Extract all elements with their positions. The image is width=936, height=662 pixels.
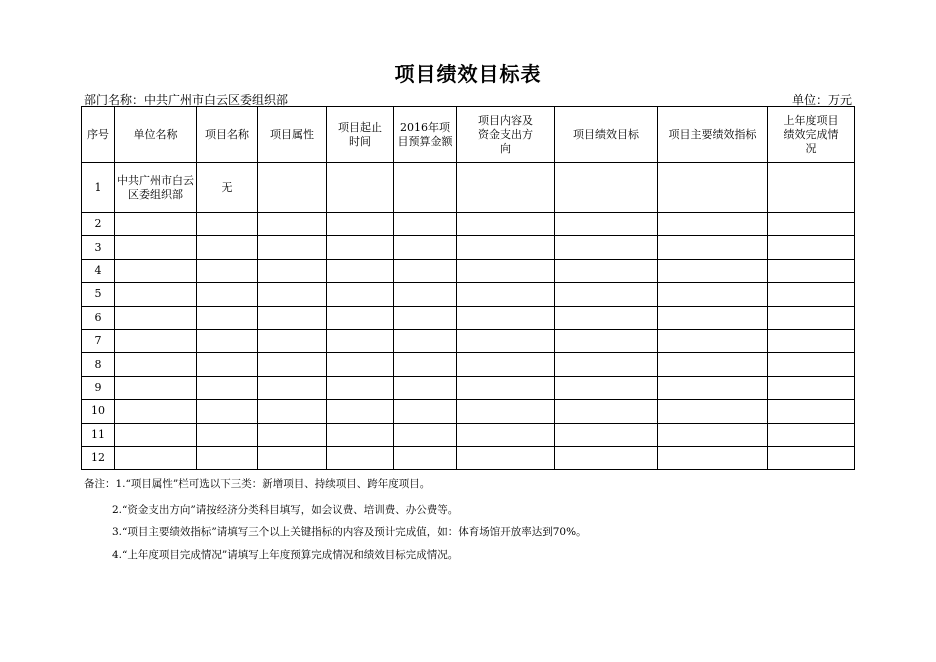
empty-cell	[457, 400, 555, 423]
table-header-row	[82, 107, 855, 163]
department-label: 部门名称：中共广州市白云区委组织部	[84, 93, 289, 107]
table-row	[82, 306, 855, 329]
table-row	[82, 423, 855, 446]
empty-cell	[258, 423, 327, 446]
empty-cell	[658, 400, 768, 423]
empty-cell	[258, 446, 327, 469]
empty-cell	[258, 213, 327, 236]
empty-cell	[658, 306, 768, 329]
row-index-cell: 8	[82, 353, 115, 376]
row-index-cell: 1	[82, 163, 115, 213]
empty-cell	[555, 446, 658, 469]
row-index-cell: 12	[82, 446, 115, 469]
empty-rows-body	[82, 213, 855, 470]
header-key-indicators: 项目主要绩效指标	[658, 107, 768, 163]
note-4: 4.“上年度项目完成情况”请填写上年度预算完成情况和绩效目标完成情况。	[112, 549, 459, 561]
empty-cell	[258, 259, 327, 282]
table-row	[82, 353, 855, 376]
empty-cell	[555, 423, 658, 446]
header-budget-amount: 2016年项目预算金额	[394, 107, 457, 163]
header-project-period: 项目起止时间	[327, 107, 394, 163]
row-index-cell: 4	[82, 259, 115, 282]
empty-cell	[768, 213, 855, 236]
empty-cell	[115, 259, 197, 282]
project-name-cell: 无	[197, 163, 258, 213]
row-index-cell: 3	[82, 236, 115, 259]
empty-cell	[394, 213, 457, 236]
empty-cell	[197, 236, 258, 259]
empty-cell	[258, 283, 327, 306]
header-project-attribute: 项目属性	[258, 107, 327, 163]
empty-cell	[658, 283, 768, 306]
note-1: 备注：1.“项目属性”栏可选以下三类：新增项目、持续项目、跨年度项目。	[84, 478, 431, 490]
empty-cell	[115, 376, 197, 399]
empty-cell	[555, 353, 658, 376]
empty-cell	[768, 423, 855, 446]
table-row	[82, 163, 855, 213]
empty-cell	[658, 236, 768, 259]
empty-cell	[457, 446, 555, 469]
empty-cell	[258, 376, 327, 399]
empty-cell	[197, 306, 258, 329]
empty-cell	[768, 306, 855, 329]
empty-cell	[258, 400, 327, 423]
performance-target-table	[81, 106, 855, 470]
empty-cell	[658, 353, 768, 376]
header-unit-name: 单位名称	[115, 107, 197, 163]
table-row	[82, 446, 855, 469]
row-index-cell: 5	[82, 283, 115, 306]
empty-cell	[197, 353, 258, 376]
unit-label: 单位：万元	[791, 93, 852, 107]
table-row	[82, 376, 855, 399]
empty-cell	[555, 236, 658, 259]
empty-cell	[115, 306, 197, 329]
empty-cell	[394, 283, 457, 306]
table-row	[82, 259, 855, 282]
empty-cell	[394, 353, 457, 376]
empty-cell	[197, 376, 258, 399]
empty-cell	[768, 259, 855, 282]
empty-cell	[258, 163, 327, 213]
empty-cell	[394, 236, 457, 259]
empty-cell	[394, 329, 457, 352]
empty-cell	[258, 353, 327, 376]
empty-cell	[394, 400, 457, 423]
empty-cell	[394, 259, 457, 282]
empty-cell	[197, 423, 258, 446]
empty-cell	[394, 306, 457, 329]
empty-cell	[457, 353, 555, 376]
empty-cell	[115, 236, 197, 259]
header-index: 序号	[82, 107, 115, 163]
empty-cell	[768, 283, 855, 306]
table-row	[82, 236, 855, 259]
empty-cell	[115, 446, 197, 469]
empty-cell	[457, 283, 555, 306]
empty-cell	[457, 163, 555, 213]
empty-cell	[258, 329, 327, 352]
empty-cell	[394, 163, 457, 213]
table-row	[82, 283, 855, 306]
empty-cell	[658, 213, 768, 236]
header-last-year-completion: 上年度项目绩效完成情况	[768, 107, 855, 163]
empty-cell	[555, 400, 658, 423]
empty-cell	[327, 423, 394, 446]
empty-cell	[327, 329, 394, 352]
empty-cell	[115, 213, 197, 236]
empty-cell	[115, 329, 197, 352]
table-row	[82, 400, 855, 423]
empty-cell	[555, 163, 658, 213]
empty-cell	[768, 376, 855, 399]
note-3: 3.“项目主要绩效指标”请填写三个以上关键指标的内容及预计完成值，如：体育场馆开放率达到70%。	[112, 526, 587, 538]
empty-cell	[327, 306, 394, 329]
empty-cell	[327, 376, 394, 399]
empty-cell	[394, 423, 457, 446]
empty-cell	[457, 213, 555, 236]
empty-cell	[327, 446, 394, 469]
empty-cell	[197, 259, 258, 282]
empty-cell	[658, 259, 768, 282]
empty-cell	[457, 259, 555, 282]
empty-cell	[115, 423, 197, 446]
empty-cell	[258, 236, 327, 259]
row-index-cell: 2	[82, 213, 115, 236]
empty-cell	[768, 353, 855, 376]
row-index-cell: 7	[82, 329, 115, 352]
empty-cell	[768, 236, 855, 259]
empty-cell	[327, 236, 394, 259]
empty-cell	[394, 376, 457, 399]
empty-cell	[555, 213, 658, 236]
empty-cell	[115, 283, 197, 306]
header-project-name: 项目名称	[197, 107, 258, 163]
empty-cell	[768, 163, 855, 213]
empty-cell	[457, 376, 555, 399]
row-index-cell: 9	[82, 376, 115, 399]
empty-cell	[327, 213, 394, 236]
empty-cell	[658, 163, 768, 213]
empty-cell	[768, 446, 855, 469]
empty-cell	[658, 376, 768, 399]
empty-cell	[197, 400, 258, 423]
row-index-cell: 6	[82, 306, 115, 329]
empty-cell	[555, 259, 658, 282]
page-title: 项目绩效目标表	[394, 62, 542, 86]
empty-cell	[555, 283, 658, 306]
empty-cell	[555, 329, 658, 352]
empty-cell	[197, 213, 258, 236]
empty-cell	[457, 329, 555, 352]
empty-cell	[457, 236, 555, 259]
empty-cell	[327, 163, 394, 213]
row-index-cell: 11	[82, 423, 115, 446]
header-content-direction: 项目内容及资金支出方向	[457, 107, 555, 163]
empty-cell	[327, 259, 394, 282]
empty-cell	[555, 376, 658, 399]
row-index-cell: 10	[82, 400, 115, 423]
empty-cell	[115, 353, 197, 376]
empty-cell	[457, 306, 555, 329]
header-performance-target: 项目绩效目标	[555, 107, 658, 163]
empty-cell	[394, 446, 457, 469]
empty-cell	[658, 329, 768, 352]
empty-cell	[327, 400, 394, 423]
empty-cell	[457, 423, 555, 446]
empty-cell	[768, 400, 855, 423]
empty-cell	[258, 306, 327, 329]
empty-cell	[658, 423, 768, 446]
note-2: 2.“资金支出方向”请按经济分类科目填写，如会议费、培训费、办公费等。	[112, 504, 459, 516]
unit-name-cell: 中共广州市白云区委组织部	[115, 163, 197, 213]
empty-cell	[197, 283, 258, 306]
table-row	[82, 213, 855, 236]
empty-cell	[768, 329, 855, 352]
empty-cell	[115, 400, 197, 423]
table-row	[82, 329, 855, 352]
empty-cell	[197, 329, 258, 352]
empty-cell	[327, 283, 394, 306]
empty-cell	[658, 446, 768, 469]
empty-cell	[197, 446, 258, 469]
empty-cell	[327, 353, 394, 376]
empty-cell	[555, 306, 658, 329]
